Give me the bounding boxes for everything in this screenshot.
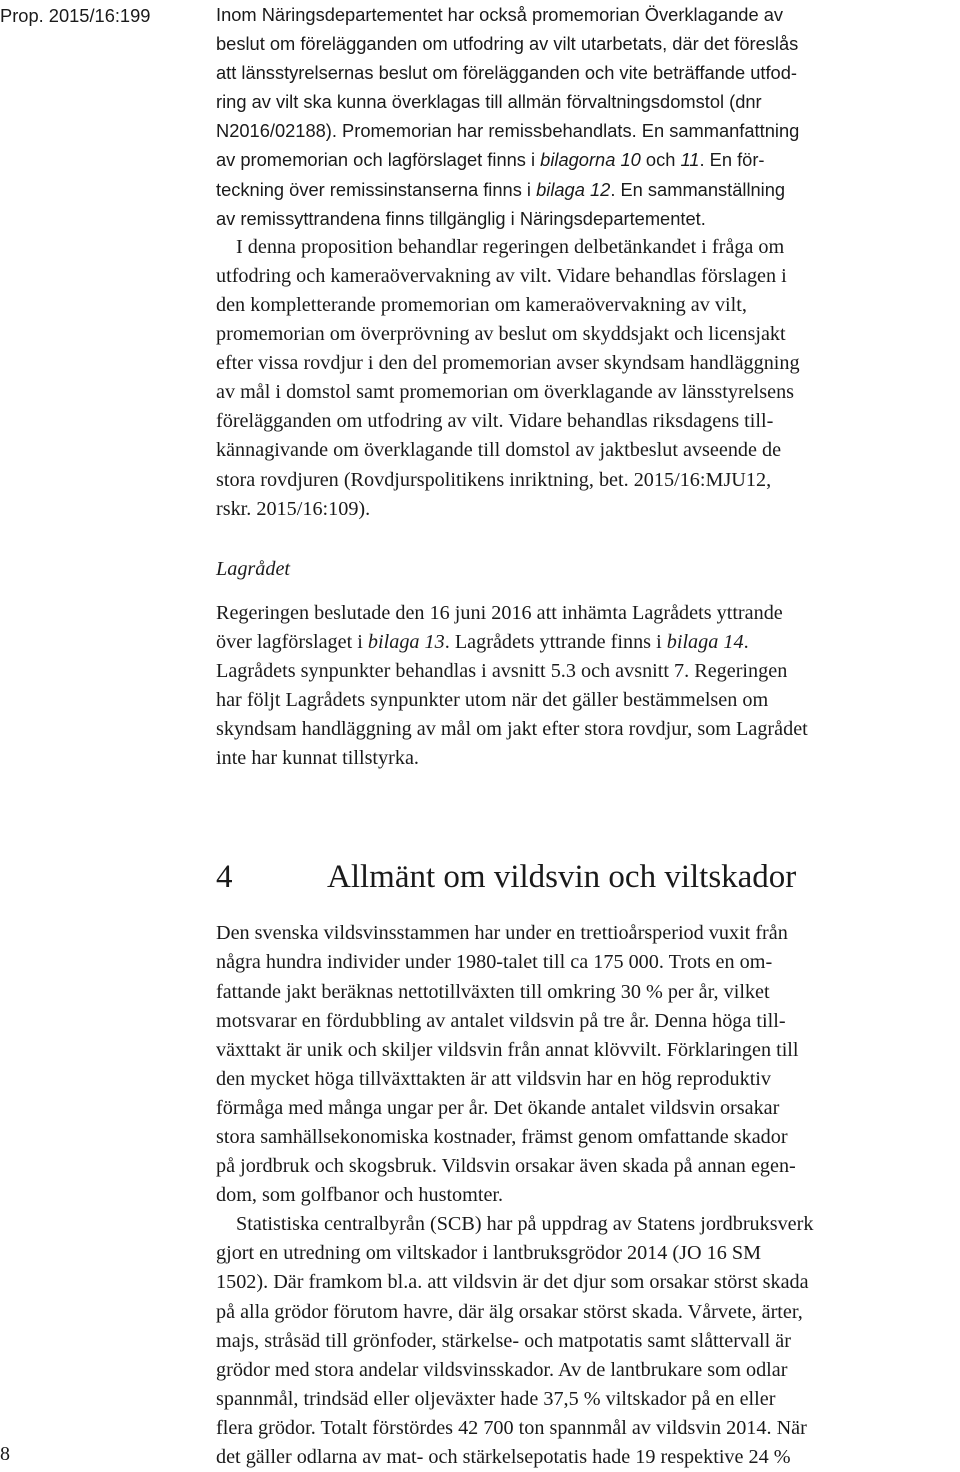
page-number: 8 [0, 1443, 10, 1465]
text-line: ring av vilt ska kunna överklagas till allmän förvaltningsdomstol (dnr [216, 91, 762, 113]
text-line: Statistiska centralbyrån (SCB) har på uppdrag av Statens jordbruksverk [236, 1213, 814, 1236]
appendix-reference: 11 [680, 149, 700, 171]
chapter-paragraph-2 [216, 1210, 955, 1472]
text-line: majs, stråsäd till grönfoder, stärkelse- och matpotatis samt slåttervall är [216, 1329, 791, 1352]
appendix-reference: bilagorna 10 [540, 149, 641, 171]
chapter-heading [216, 855, 955, 899]
text-line: av mål i domstol samt promemorian om överklagande av länsstyrelsens [216, 381, 795, 404]
text-line: fattande jakt beräknas nettotillväxten till omkring 30 % per år, vilket [216, 980, 770, 1003]
text-line: I denna proposition behandlar regeringen delbetänkandet i fråga om [236, 235, 785, 258]
text-line: det gäller odlarna av mat- och stärkelsepotatis hade 19 respektive 24 % [216, 1446, 791, 1469]
text-line: växttakt är unik och skiljer vildsvin från annat klövvilt. Förklaringen till [216, 1038, 799, 1061]
text-line: att länsstyrelsernas beslut om förelägganden och vite beträffande utfod- [216, 62, 797, 84]
lagradet-paragraph [216, 599, 955, 774]
text-line: . En sammanställning [610, 178, 786, 200]
chapter-title: Allmänt om vildsvin och viltskador [327, 859, 797, 896]
text-line: kännagivande om överklagande till domstol av jaktbeslut avseende de [216, 439, 782, 462]
text-line: på alla grödor förutom havre, där älg orsakar störst skada. Vårvete, ärter, [216, 1300, 803, 1323]
text-line: Den svenska vildsvinsstammen har under en trettioårsperiod vuxit från [216, 922, 788, 945]
section-heading-lagradet: Lagrådet [216, 557, 291, 580]
text-line: Regeringen beslutade den 16 juni 2016 att inhämta Lagrådets yttrande [216, 601, 783, 624]
text-line: förmåga med många ungar per år. Det ökande antalet vildsvin orsakar [216, 1096, 780, 1119]
text-line: gjort en utredning om viltskador i lantbruksgrödor 2014 (JO 16 SM [216, 1242, 762, 1265]
text-line: över lagförslaget i [216, 630, 363, 653]
proposition-label: Prop. 2015/16:199 [0, 5, 151, 26]
appendix-reference: bilaga 14 [666, 630, 744, 653]
text-line: Inom Näringsdepartementet har också promemorian Överklagande av [216, 4, 784, 25]
text-line: och [645, 149, 676, 171]
text-line: av remissyttrandena finns tillgänglig i Näringsdepartementet. [216, 207, 706, 229]
appendix-reference: bilaga 12 [536, 178, 611, 200]
text-line: . [743, 630, 749, 653]
text-line: stora rovdjuren (Rovdjurspolitikens inriktning, bet. 2015/16:MJU12, [216, 468, 772, 491]
text-line: teckning över remissinstanserna finns i [216, 178, 531, 200]
text-line: Lagrådets synpunkter behandlas i avsnitt 5.3 och avsnitt 7. Regeringen [216, 659, 788, 682]
text-line: några hundra individer under 1980-talet till ca 175 000. Trots en om- [216, 951, 773, 974]
text-line: rskr. 2015/16:109). [216, 497, 371, 520]
text-line: av promemorian och lagförslaget finns i [216, 149, 536, 171]
text-line: N2016/02188). Promemorian har remissbehandlats. En sammanfattning [216, 120, 800, 142]
text-line: har följt Lagrådets synpunkter utom när det gäller bestämmelsen om [216, 689, 769, 712]
text-line: efter vissa rovdjur i den del promemorian avser skyndsam handläggning [216, 352, 800, 375]
chapter-paragraph-1 [216, 919, 955, 1210]
text-line: motsvarar en fördubbling av antalet vildsvin på tre år. Denna höga till- [216, 1009, 786, 1032]
text-line: på jordbruk och skogsbruk. Vildsvin orsakar även skada på annan egen- [216, 1155, 796, 1178]
text-line: beslut om förelägganden om utfodring av vilt utarbetats, där det föreslås [216, 33, 799, 55]
text-line: stora samhällsekonomiska kostnader, främst genom omfattande skador [216, 1126, 788, 1148]
chapter-number: 4 [216, 859, 233, 896]
text-line: den mycket höga tillväxttakten är att vildsvin har en hög reproduktiv [216, 1067, 772, 1090]
intro-paragraph-1 [216, 0, 955, 233]
text-line: inte har kunnat tillstyrka. [216, 747, 419, 770]
text-line: . En för- [699, 149, 765, 171]
text-line: grödor med stora andelar vildsvinsskador. Av de lantbrukare som odlar [216, 1358, 788, 1381]
intro-paragraph-2 [216, 233, 955, 524]
text-line: skyndsam handläggning av mål om jakt efter stora rovdjur, som Lagrådet [216, 718, 808, 741]
text-line: 1502). Där framkom bl.a. att vildsvin är det djur som orsakar störst skada [216, 1271, 809, 1294]
text-line: dom, som golfbanor och hustomter. [216, 1184, 504, 1207]
text-line: den kompletterande promemorian om kameraövervakning av vilt, [216, 293, 747, 316]
text-line: förelägganden om utfodring av vilt. Vidare behandlas riksdagens till- [216, 410, 774, 433]
text-line: . Lagrådets yttrande finns i [444, 630, 662, 653]
text-line: spannmål, trindsäd eller oljeväxter hade 37,5 % viltskador på en eller [216, 1387, 776, 1410]
text-line: promemorian om överprövning av beslut om skyddsjakt och licensjakt [216, 323, 786, 346]
text-line: utfodring och kameraövervakning av vilt. Vidare behandlas förslagen i [216, 264, 787, 287]
document-body [216, 0, 955, 1472]
text-line: flera grödor. Totalt förstördes 42 700 ton spannmål av vildsvin 2014. När [216, 1416, 807, 1439]
appendix-reference: bilaga 13 [367, 630, 445, 653]
